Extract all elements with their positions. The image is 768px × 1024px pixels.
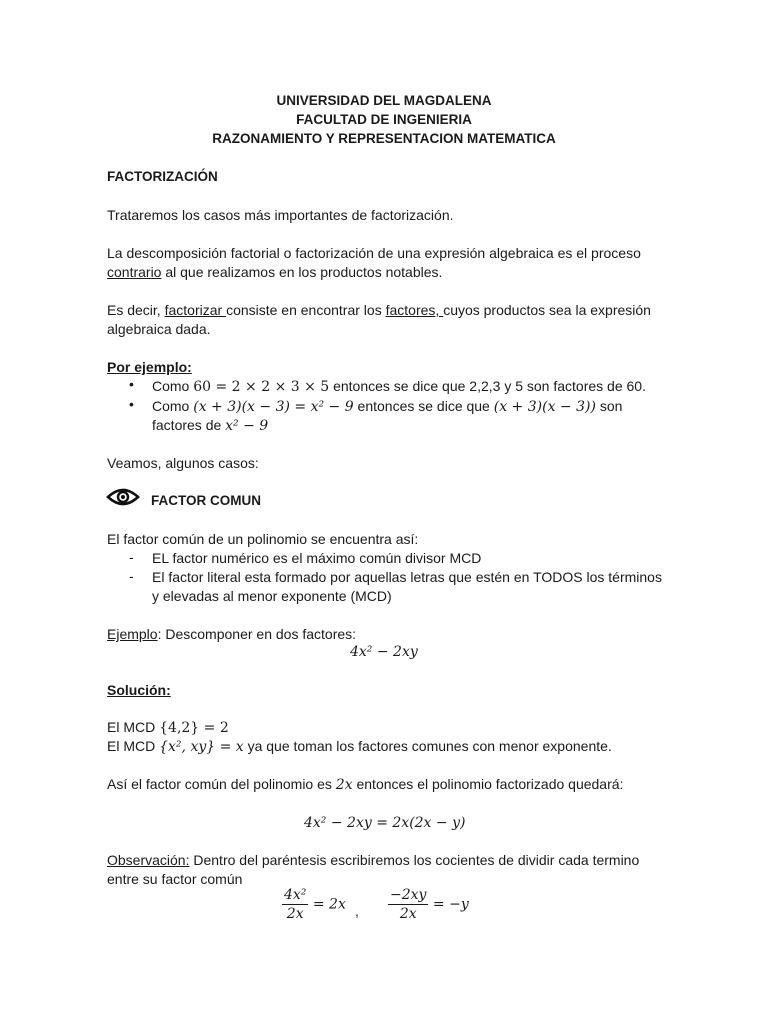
section-title: FACTORIZACIÓN: [107, 169, 218, 184]
asi-prefix: Así el factor común del polinomio es: [107, 776, 336, 792]
definition-line-2: [107, 263, 442, 281]
asi-line: [107, 775, 623, 794]
definition-line-2-rest: al que realizamos en los productos notables.: [161, 264, 443, 280]
fraction-2-result: = −y: [432, 896, 469, 913]
item2-math-1: (x + 3)(x − 3) = x² − 9: [193, 399, 354, 415]
observacion-label: Observación:: [107, 852, 190, 868]
es-decir-prefix: Es decir,: [107, 302, 165, 318]
university-name: UNIVERSIDAD DEL MAGDALENA: [276, 93, 492, 108]
factorized-result: 4x² − 2xy = 2x(2x − y): [304, 815, 466, 831]
asi-math: 2x: [335, 777, 353, 793]
factor-comun-title: FACTOR COMUN: [151, 493, 261, 508]
mcd2-suffix: ya que toman los factores comunes con menor exponente.: [243, 738, 612, 754]
es-decir-line-2: algebraica dada.: [107, 321, 211, 337]
ejemplo-item-2: [152, 397, 622, 416]
bullet-dot: •: [129, 376, 134, 392]
es-decir-line-1: [107, 301, 651, 319]
mcd-line-1: [107, 718, 229, 737]
intro-text: Trataremos los casos más importantes de factorización.: [107, 207, 454, 223]
ejemplo-label: Ejemplo: [107, 626, 158, 642]
es-decir-middle: consiste en encontrar los: [226, 302, 386, 318]
item1-math: 60 = 2 × 2 × 3 × 5: [193, 379, 330, 395]
item2-middle: entonces se dice que: [353, 398, 494, 414]
rule-2-line-1: El factor literal esta formado por aquellas letras que estén en TODOS los términos: [152, 569, 662, 585]
item1-suffix: entonces se dice que 2,2,3 y 5 son factores de 60.: [329, 378, 646, 394]
ejemplo-item-1: [152, 377, 646, 396]
fraction-1-numerator: 4x²: [284, 887, 307, 903]
fraction-separator: ,: [355, 903, 359, 919]
mcd-line-2: [107, 737, 612, 756]
es-decir-suffix: cuyos productos sea la expresión: [443, 302, 651, 318]
observacion-line-2: entre su factor común: [107, 871, 243, 887]
factor-comun-description: El factor común de un polinomio se encuentra así:: [107, 531, 419, 547]
ejemplo-text: : Descomponer en dos factores:: [157, 626, 357, 642]
fraction-2-denominator: 2x: [399, 906, 417, 922]
observacion-text: Dentro del paréntesis escribiremos los cocientes de dividir cada termino: [189, 852, 640, 868]
ejemplo-item-2-line-2: [152, 416, 268, 435]
asi-suffix: entonces el polinomio factorizado quedará:: [352, 776, 624, 792]
dash-bullet: -: [129, 549, 134, 565]
rule-1: EL factor numérico es el máximo común divisor MCD: [152, 550, 482, 566]
underlined-factorizar: factorizar: [164, 302, 227, 318]
solucion-label: Solución:: [107, 682, 171, 698]
ejemplo-line: [107, 625, 356, 643]
quotient-2: [388, 887, 469, 929]
dash-bullet: -: [129, 568, 134, 584]
item2-line2-prefix: factores de: [152, 417, 226, 433]
ejemplo-expression: 4x² − 2xy: [350, 644, 418, 660]
faculty-name: FACULTAD DE INGENIERIA: [296, 112, 472, 127]
mcd1-math: {4,2} = 2: [159, 720, 229, 736]
item2-math-2: (x + 3)(x − 3)): [493, 399, 596, 415]
fraction-2-numerator: −2xy: [390, 887, 427, 903]
item2-prefix: Como: [152, 398, 194, 414]
definition-line-1: La descomposición factorial o factorización de una expresión algebraica es el proceso: [107, 245, 641, 261]
item2-line2-math: x² − 9: [225, 418, 269, 434]
underlined-factores: factores,: [385, 302, 444, 318]
underlined-contrario: contrario: [107, 264, 162, 280]
fraction-2: [388, 887, 428, 922]
veamos-text: Veamos, algunos casos:: [107, 455, 259, 471]
rule-2-line-2: y elevadas al menor exponente (MCD): [152, 588, 392, 604]
item2-suffix: son: [595, 398, 623, 414]
course-name: RAZONAMIENTO Y REPRESENTACION MATEMATICA: [212, 131, 556, 146]
quotient-1: [282, 887, 346, 929]
fraction-1-denominator: 2x: [286, 906, 304, 922]
observacion-line-1: [107, 851, 639, 869]
mcd2-math: {x², xy} = x: [159, 739, 244, 755]
mcd1-prefix: El MCD: [107, 719, 160, 735]
fraction-1: [282, 887, 308, 922]
bullet-dot: •: [129, 396, 134, 412]
item1-prefix: Como: [152, 378, 194, 394]
ejemplos-title: Por ejemplo:: [107, 359, 192, 375]
eye-icon: [106, 486, 140, 508]
mcd2-prefix: El MCD: [107, 738, 160, 754]
fraction-1-result: = 2x: [312, 896, 346, 913]
